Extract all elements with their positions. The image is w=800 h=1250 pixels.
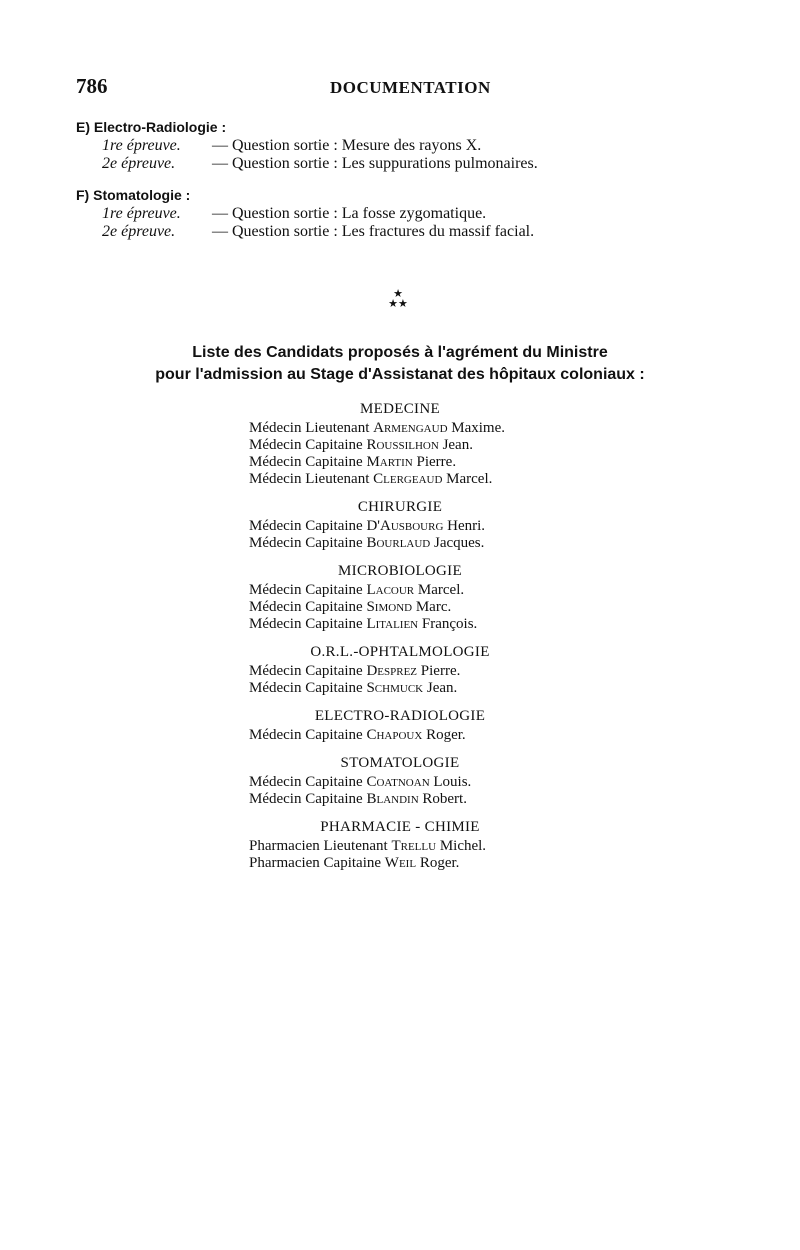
group-heading: CHIRURGIE [357,499,443,515]
candidate-entry [249,518,800,535]
candidate-entry [249,599,800,616]
group-heading: PHARMACIE - CHIMIE [320,819,480,835]
candidate-rank: Médecin Capitaine [249,535,363,551]
candidate-rank: Médecin Capitaine [249,727,363,743]
candidate-entry [249,727,800,744]
candidate-given-name: Michel. [439,838,487,854]
candidate-entry [249,582,800,599]
candidate-list [0,727,800,744]
exam-label: 1re épreuve. [102,137,181,154]
candidate-surname: Schmuck [366,680,424,696]
candidate-surname: Desprez [366,663,418,679]
group-heading: O.R.L.-OPHTALMOLOGIE [310,644,490,660]
candidate-group [0,398,800,488]
candidate-given-name: Henri. [447,518,486,534]
candidate-surname: D'Ausbourg [366,518,444,534]
candidate-rank: Médecin Capitaine [249,454,363,470]
section-heading: F) Stomatologie : [76,187,191,203]
candidate-surname: Simond [366,599,413,615]
candidate-list [0,518,800,552]
candidate-group [0,752,800,808]
candidate-surname: Chapoux [366,727,423,743]
candidate-surname: Clergeaud [373,471,443,487]
candidate-rank: Médecin Capitaine [249,518,363,534]
candidate-list [0,582,800,633]
section-heading: E) Electro-Radiologie : [76,119,227,135]
candidate-given-name: Pierre. [416,454,457,470]
candidate-given-name: Roger. [419,855,460,871]
candidate-entry [249,774,800,791]
list-title-line2: pour l'admission au Stage d'Assistanat des hôpitaux coloniaux : [155,366,645,383]
exam-label: 2e épreuve. [102,223,176,240]
candidate-entry [249,535,800,552]
exam-question: — Question sortie : Mesure des rayons X. [212,137,482,154]
candidate-surname: Bourlaud [366,535,431,551]
candidate-entry [249,437,800,454]
candidate-given-name: Jean. [426,680,458,696]
candidate-surname: Lacour [366,582,415,598]
exam-line [76,155,636,173]
candidate-given-name: François. [421,616,478,632]
candidate-given-name: Marcel. [417,582,465,598]
candidate-given-name: Robert. [422,791,467,807]
candidate-surname: Litalien [366,616,419,632]
exam-line [76,205,636,223]
exam-question: — Question sortie : Les suppurations pulmonaires. [212,155,538,172]
group-heading: ELECTRO-RADIOLOGIE [314,708,486,724]
group-heading: STOMATOLOGIE [340,755,460,771]
candidate-surname: Weil [384,855,417,871]
exam-question: — Question sortie : La fosse zygomatique. [212,205,487,222]
candidate-rank: Médecin Capitaine [249,616,363,632]
page-header [0,74,800,104]
candidate-list [0,774,800,808]
candidate-surname: Coatnoan [366,774,430,790]
exam-question: — Question sortie : Les fractures du massif facial. [212,223,535,240]
candidate-rank: Médecin Capitaine [249,680,363,696]
candidate-list [0,838,800,872]
candidate-group [0,560,800,633]
candidate-groups [0,398,800,880]
candidate-entry [249,420,800,437]
candidate-given-name: Louis. [433,774,472,790]
group-heading: MICROBIOLOGIE [338,563,462,579]
candidate-rank: Médecin Capitaine [249,774,363,790]
page-number: 786 [76,74,108,98]
exam-label: 1re épreuve. [102,205,181,222]
candidate-surname: Trellu [391,838,437,854]
candidate-entry [249,616,800,633]
candidate-surname: Martin [366,454,413,470]
candidate-list [0,663,800,697]
section-electro-radiologie [76,117,636,173]
exam-line [76,223,636,241]
candidate-rank: Médecin Capitaine [249,663,363,679]
asterism-ornament: ★ ★★ [388,288,408,310]
candidate-given-name: Jacques. [434,535,485,551]
candidate-surname: Armengaud [373,420,448,436]
candidate-given-name: Maxime. [451,420,506,436]
candidate-entry [249,454,800,471]
exam-line [76,137,636,155]
candidate-given-name: Marcel. [446,471,493,487]
candidate-group [0,705,800,744]
list-title-line1: Liste des Candidats proposés à l'agrément du Ministre [192,344,608,361]
candidate-surname: Roussilhon [366,437,439,453]
candidate-given-name: Marc. [415,599,452,615]
candidate-group [0,641,800,697]
candidate-entry [249,838,800,855]
section-stomatologie [76,185,636,241]
candidate-rank: Pharmacien Lieutenant [249,838,388,854]
exam-label: 2e épreuve. [102,155,176,172]
candidate-group [0,816,800,872]
candidate-entry [249,471,800,488]
candidate-rank: Médecin Capitaine [249,599,363,615]
candidate-rank: Médecin Lieutenant [249,420,370,436]
group-heading: MEDECINE [360,401,440,417]
candidate-group [0,496,800,552]
candidate-rank: Médecin Capitaine [249,791,363,807]
candidate-list [0,420,800,488]
candidate-entry [249,663,800,680]
candidate-entry [249,855,800,872]
candidate-entry [249,680,800,697]
candidate-surname: Blandin [366,791,419,807]
candidate-rank: Médecin Capitaine [249,582,363,598]
candidate-given-name: Roger. [426,727,466,743]
candidate-given-name: Jean. [442,437,473,453]
running-title: DOCUMENTATION [330,78,491,97]
candidate-rank: Médecin Lieutenant [249,471,370,487]
candidate-entry [249,791,800,808]
candidate-rank: Médecin Capitaine [249,437,363,453]
candidate-rank: Pharmacien Capitaine [249,855,382,871]
candidate-given-name: Pierre. [420,663,461,679]
